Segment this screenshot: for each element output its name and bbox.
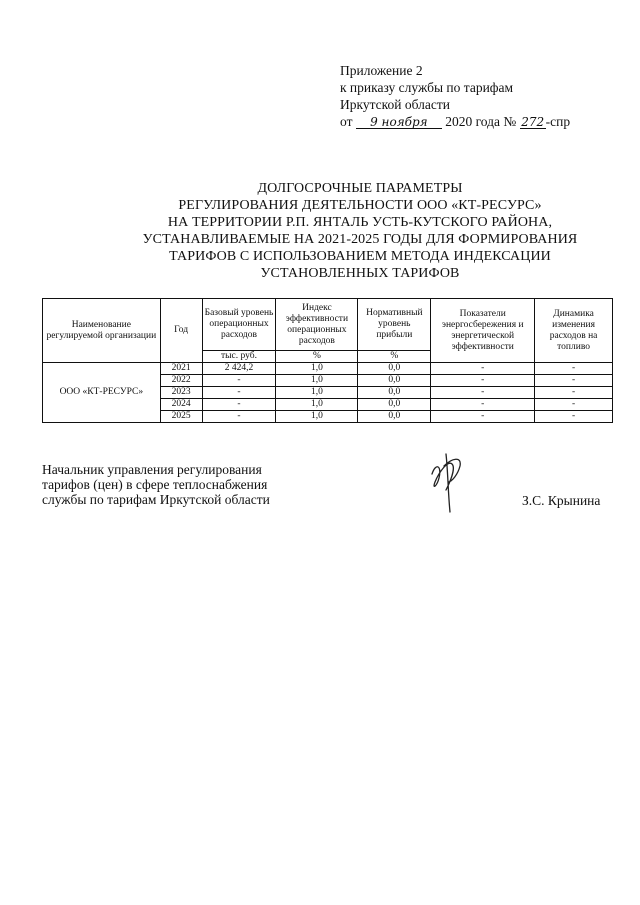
unit-profit: % xyxy=(358,351,431,363)
order-date-handwritten: 9 ноября xyxy=(370,115,428,129)
cell-year: 2022 xyxy=(160,375,202,387)
cell-year: 2023 xyxy=(160,387,202,399)
position-line-1: Начальник управления регулирования xyxy=(42,462,262,477)
cell-base: - xyxy=(202,387,276,399)
cell-profit: 0,0 xyxy=(358,399,431,411)
cell-base: - xyxy=(202,375,276,387)
cell-index: 1,0 xyxy=(276,411,358,423)
handwritten-signature xyxy=(426,452,470,514)
cell-year: 2024 xyxy=(160,399,202,411)
order-year-label: 2020 года № xyxy=(445,114,517,129)
cell-energy: - xyxy=(431,363,535,375)
cell-energy: - xyxy=(431,399,535,411)
cell-profit: 0,0 xyxy=(358,411,431,423)
header-base-level: Базовый уровень операционных расходов xyxy=(202,299,276,351)
cell-profit: 0,0 xyxy=(358,375,431,387)
cell-profit: 0,0 xyxy=(358,363,431,375)
cell-energy: - xyxy=(431,375,535,387)
cell-fuel: - xyxy=(535,399,613,411)
cell-index: 1,0 xyxy=(276,399,358,411)
cell-year: 2021 xyxy=(160,363,202,375)
parameters-table xyxy=(42,298,613,423)
unit-base: тыс. руб. xyxy=(202,351,276,363)
cell-base: - xyxy=(202,411,276,423)
title-line-3: НА ТЕРРИТОРИИ Р.П. ЯНТАЛЬ УСТЬ-КУТСКОГО РАЙОНА, xyxy=(167,215,553,230)
title-line-2: РЕГУЛИРОВАНИЯ ДЕЯТЕЛЬНОСТИ ООО «КТ-РЕСУРС» xyxy=(178,198,542,213)
cell-index: 1,0 xyxy=(276,375,358,387)
table-header-row xyxy=(43,299,613,351)
signatory-name: З.С. Крынина xyxy=(522,493,601,508)
order-number-suffix: -спр xyxy=(545,114,571,129)
cell-fuel: - xyxy=(535,375,613,387)
unit-index: % xyxy=(276,351,358,363)
cell-year: 2025 xyxy=(160,411,202,423)
cell-base: - xyxy=(202,399,276,411)
cell-energy: - xyxy=(431,387,535,399)
order-number-field xyxy=(520,116,546,129)
cell-fuel: - xyxy=(535,411,613,423)
header-energy-saving: Показатели энергосбережения и энергетической эффективности xyxy=(431,299,535,363)
header-year: Год xyxy=(160,299,202,363)
cell-fuel: - xyxy=(535,363,613,375)
appendix-line-1: Приложение 2 xyxy=(340,63,423,78)
cell-fuel: - xyxy=(535,387,613,399)
header-profit-level: Нормативный уровень прибыли xyxy=(358,299,431,351)
cell-base: 2 424,2 xyxy=(202,363,276,375)
appendix-block xyxy=(340,62,570,130)
order-date-line xyxy=(340,113,570,130)
table-row xyxy=(43,363,613,375)
cell-index: 1,0 xyxy=(276,387,358,399)
title-line-1: ДОЛГОСРОЧНЫЕ ПАРАМЕТРЫ xyxy=(257,181,463,196)
header-efficiency-index: Индекс эффективности операционных расходов xyxy=(276,299,358,351)
cell-profit: 0,0 xyxy=(358,387,431,399)
order-date-field xyxy=(356,116,442,129)
from-label: от xyxy=(340,114,353,129)
title-line-4: УСТАНАВЛИВАЕМЫЕ НА 2021-2025 ГОДЫ ДЛЯ ФОРМИРОВАНИЯ xyxy=(142,232,578,247)
header-organization: Наименование регулируемой организации xyxy=(43,299,161,363)
header-fuel-dynamics: Динамика изменения расходов на топливо xyxy=(535,299,613,363)
document-title xyxy=(60,180,640,282)
organization-cell: ООО «КТ-РЕСУРС» xyxy=(43,363,161,423)
position-line-3: службы по тарифам Иркутской области xyxy=(42,492,270,507)
title-line-6: УСТАНОВЛЕННЫХ ТАРИФОВ xyxy=(260,266,460,281)
signatory-position xyxy=(42,462,270,507)
appendix-line-2: к приказу службы по тарифам xyxy=(340,80,514,95)
cell-index: 1,0 xyxy=(276,363,358,375)
cell-energy: - xyxy=(431,411,535,423)
position-line-2: тарифов (цен) в сфере теплоснабжения xyxy=(42,477,268,492)
order-number-handwritten: 272 xyxy=(521,115,545,129)
appendix-line-3: Иркутской области xyxy=(340,97,451,112)
title-line-5: ТАРИФОВ С ИСПОЛЬЗОВАНИЕМ МЕТОДА ИНДЕКСАЦИИ xyxy=(169,249,551,264)
